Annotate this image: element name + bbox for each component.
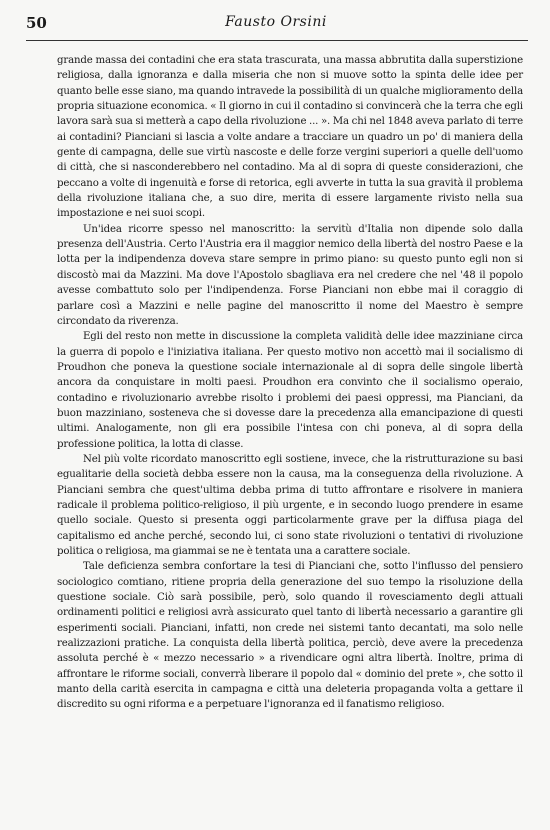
running-title: Fausto Orsini [225, 14, 327, 30]
page-header [26, 14, 526, 36]
page-number: 50 [26, 14, 47, 32]
paragraph: Tale deficienza sembra confortare la tesi di Pianciani che, sotto l'influsso del pensiero sociologico comtiano, ritiene propria della generazione del suo tempo la risoluzione della questione sociale. Ciò sarà possibile, però, solo quando il rovesciamento degli attuali ordinamenti politici e religiosi avrà assicurato quel tanto di libertà necessario a garantire gli esperimenti sociali. Pianciani, infatti, non crede nei sistemi tanto decantati, ma solo nelle realizzazioni pratiche. La conquista della libertà politica, perciò, deve avere la precedenza assoluta perché è « mezzo necessario » a rivendicare ogni altra libertà. Inoltre, prima di affrontare le riforme sociali, converrà liberare il popolo dal « dominio del prete », che sotto il manto della carità esercita in campagna e città una deleteria propaganda volta a gettare il discredito su ogni riforma e a perpetuare l'ignoranza ed il fanatismo religioso. [57, 561, 523, 711]
paragraph: grande massa dei contadini che era stata trascurata, una massa abbrutita dalla superstizione religiosa, dalla ignoranza e dalla miseria che non si muove sotto la spinta delle idee per quanto belle esse siano, ma quando intravede la possibilità di un qualche miglioramento della propria situazione economica. « Il giorno in cui il contadino si convincerà che la terra che egli lavora sarà sua si metterà a capo della rivoluzione ... ». Ma chi nel 1848 aveva parlato di terre ai contadini? Pianciani si lascia a volte andare a tracciare un quadro un po' di maniera della gente di campagna, delle sue virtù nascoste e delle forze vergini superiori a quelle dell'uomo di città, che si nasconderebbero nel contadino. Ma al di sopra di queste considerazioni, che peccano a volte di ingenuità e forse di retorica, egli avverte in tutta la sua gravità il problema della rivoluzione italiana che, a suo dire, merita di essere largamente rivisto nella sua impostazione e nei suoi scopi. [57, 55, 523, 220]
paragraph: Nel più volte ricordato manoscritto egli sostiene, invece, che la ristrutturazione su basi egualitarie della società debba essere non la causa, ma la conseguenza della rivoluzione. A Pianciani sembra che quest'ultima debba prima di tutto affrontare e risolvere in maniera radicale il problema politico-religioso, il più urgente, e in secondo luogo prendere in esame quello sociale. Questo si presenta oggi particolarmente grave per la diffusa piaga del capitalismo ed anche perché, secondo lui, ci sono state rivoluzioni o tentativi di rivoluzione politica o religiosa, ma giammai se ne è tentata una a carattere sociale. [57, 453, 523, 557]
paragraph: Egli del resto non mette in discussione la completa validità delle idee mazziniane circa la guerra di popolo e l'iniziativa italiana. Per questo motivo non accettò mai il socialismo di Proudhon che poneva la questione sociale internazionale al di sopra delle singole libertà ancora da conquistare in molti paesi. Proudhon era convinto che il socialismo operaio, contadino e rivoluzionario avrebbe risolto i problemi dei paesi oppressi, ma Pianciani, da buon mazziniano, sosteneva che si dovesse dare la precedenza alla emancipazione di questi ultimi. Analogamente, non gli era possibile l'intesa con chi poneva, al di sopra della professione politica, la lotta di classe. [57, 331, 523, 450]
header-rule [26, 40, 528, 41]
paragraph: Un'idea ricorre spesso nel manoscritto: la servitù d'Italia non dipende solo dalla presenza dell'Austria. Certo l'Austria era il maggior nemico della libertà del nostro Paese e la lotta per la indipendenza doveva stare sempre in primo piano: su questo punto egli non si discostò mai da Mazzini. Ma dove l'Apostolo sbagliava era nel credere che nel '48 il popolo avesse combattuto solo per l'indipendenza. Forse Pianciani non ebbe mai il coraggio di parlare così a Mazzini e nelle pagine del manoscritto il nome del Maestro è sempre circondato da riverenza. [57, 223, 523, 327]
body-text [57, 53, 523, 713]
